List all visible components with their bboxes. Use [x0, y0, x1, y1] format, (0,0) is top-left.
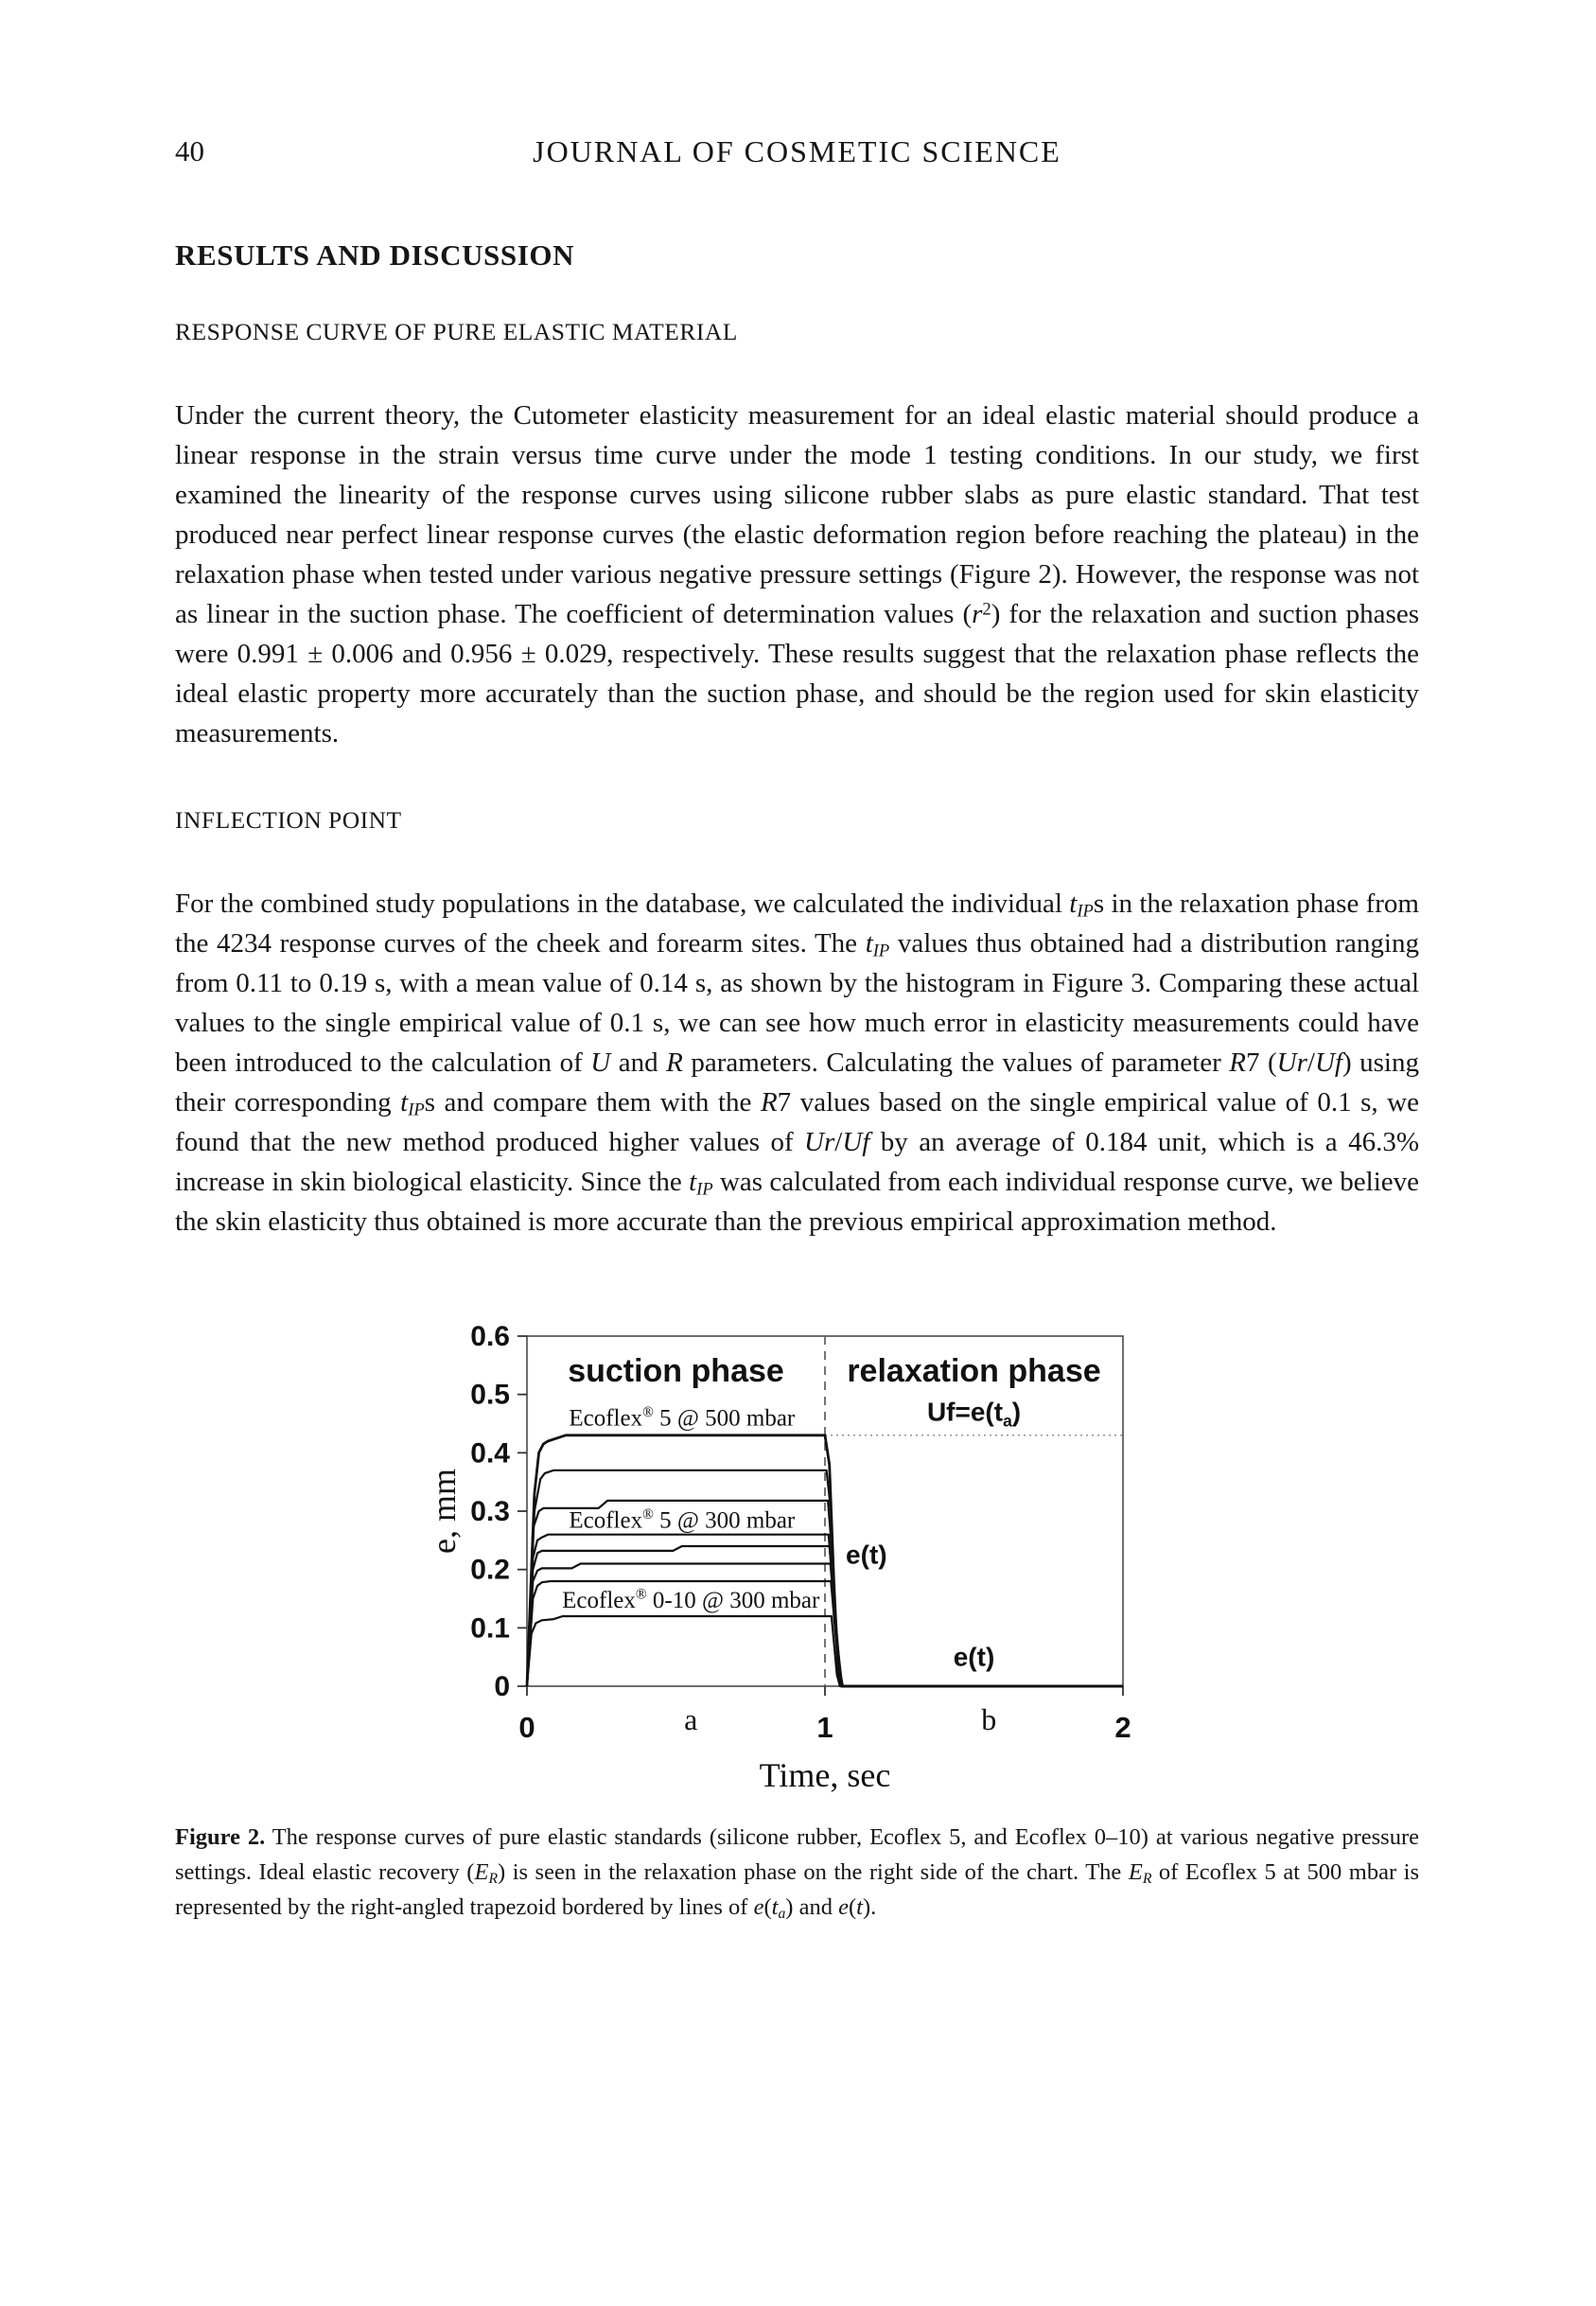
x-region-label: a — [684, 1702, 698, 1736]
x-tick-label: 1 — [816, 1711, 833, 1744]
chart-label: Ecoflex® 5 @ 500 mbar — [569, 1403, 796, 1432]
journal-title: JOURNAL OF COSMETIC SCIENCE — [533, 134, 1061, 168]
section-heading-results: RESULTS AND DISCUSSION — [175, 238, 575, 272]
subsection-heading-response-curve: RESPONSE CURVE OF PURE ELASTIC MATERIAL — [175, 318, 738, 345]
y-tick-label: 0.5 — [470, 1379, 510, 1411]
figure2-chart — [413, 1308, 1170, 1800]
paragraph-inflection-point: For the combined study populations in the database, we calculated the individual $t_{IP}s$ in the relaxation phase from the 4234 response curves of the cheek and forearm sites. The $t_{IP}$ values thus obtained had a distribution ranging from 0.11 to 0.19 s, with a mean value of 0.14 s, as shown by the histogram in Figure 3. Comparing these actual values to the single empirical value of 0.1 s, we can see how much error in elasticity measurements could have been introduced to the calculation of U and R parameters. Calculating the values of parameter R7 (Ur/Uf) using their corresponding $t_{IP}s$ and compare them with the R7 values based on the single empirical value of 0.1 s, we found that the new method produced higher values of Ur/Uf by an average of 0.184 unit, which is a 46.3% increase in skin biological elasticity. Since the $t_{IP}$ was calculated from each individual response curve, we believe the skin elasticity thus obtained is more accurate than the previous empirical approximation method. — [175, 889, 1419, 1237]
y-axis-title: e, mm — [425, 1469, 463, 1554]
chart-label: relaxation phase — [847, 1353, 1101, 1390]
page-number: 40 — [175, 134, 204, 167]
x-tick-label: 0 — [518, 1711, 535, 1744]
chart-label: e(t) — [953, 1642, 995, 1672]
y-tick-label: 0.4 — [470, 1437, 510, 1470]
y-axis — [470, 1321, 527, 1702]
y-tick-label: 0 — [494, 1671, 510, 1702]
subsection-heading-inflection-point: INFLECTION POINT — [175, 806, 402, 834]
y-tick-label: 0.3 — [470, 1496, 510, 1527]
chart-label: Ecoflex® 0-10 @ 300 mbar — [562, 1586, 820, 1613]
y-tick-label: 0.2 — [470, 1554, 510, 1586]
y-tick-label: 0.1 — [470, 1612, 510, 1645]
x-axis-title: Time, sec — [759, 1756, 891, 1794]
paragraph-response-curve: Under the current theory, the Cutometer elasticity measurement for an ideal elastic material should produce a linear response in the strain versus time curve under the mode 1 testing conditions. In our study, we first examined the linearity of the response curves using silicone rubber slabs as pure elastic standard. That test produced near perfect linear response curves (the elastic deformation region before reaching the plateau) in the relaxation phase when tested under various negative pressure settings (Figure 2). However, the response was not as linear in the suction phase. The coefficient of determination values $(r^2)$ for the relaxation and suction phases were 0.991 ± 0.006 and 0.956 ± 0.029, respectively. These results suggest that the relaxation phase reflects the ideal elastic property more accurately than the suction phase, and should be the region used for skin elasticity measurements. — [175, 400, 1419, 748]
chart-label: e(t) — [846, 1540, 887, 1570]
y-tick-label: 0.6 — [470, 1321, 510, 1352]
x-region-label: b — [981, 1702, 997, 1736]
figure2-caption: Figure 2. The response curves of pure elastic standards (silicone rubber, Ecoflex 5, and Ecoflex 0–10) at various negative pressure settings. Ideal elastic recovery $(E_R)$ is seen in the relaxation phase on the right side of the chart. The $E_R$ of Ecoflex 5 at 500 mbar is represented by the right-angled trapezoid bordered by lines of $e(t_a)$ and e(t). — [175, 1824, 1419, 1922]
x-tick-label: 2 — [1114, 1711, 1131, 1744]
x-axis — [518, 1686, 1131, 1744]
chart-label: suction phase — [568, 1353, 784, 1390]
page-header — [175, 134, 1419, 178]
figure2 — [413, 1308, 1170, 1804]
chart-label: $Uf=e(t_a)$ — [926, 1397, 1022, 1431]
chart-label: Ecoflex® 5 @ 300 mbar — [569, 1505, 796, 1534]
